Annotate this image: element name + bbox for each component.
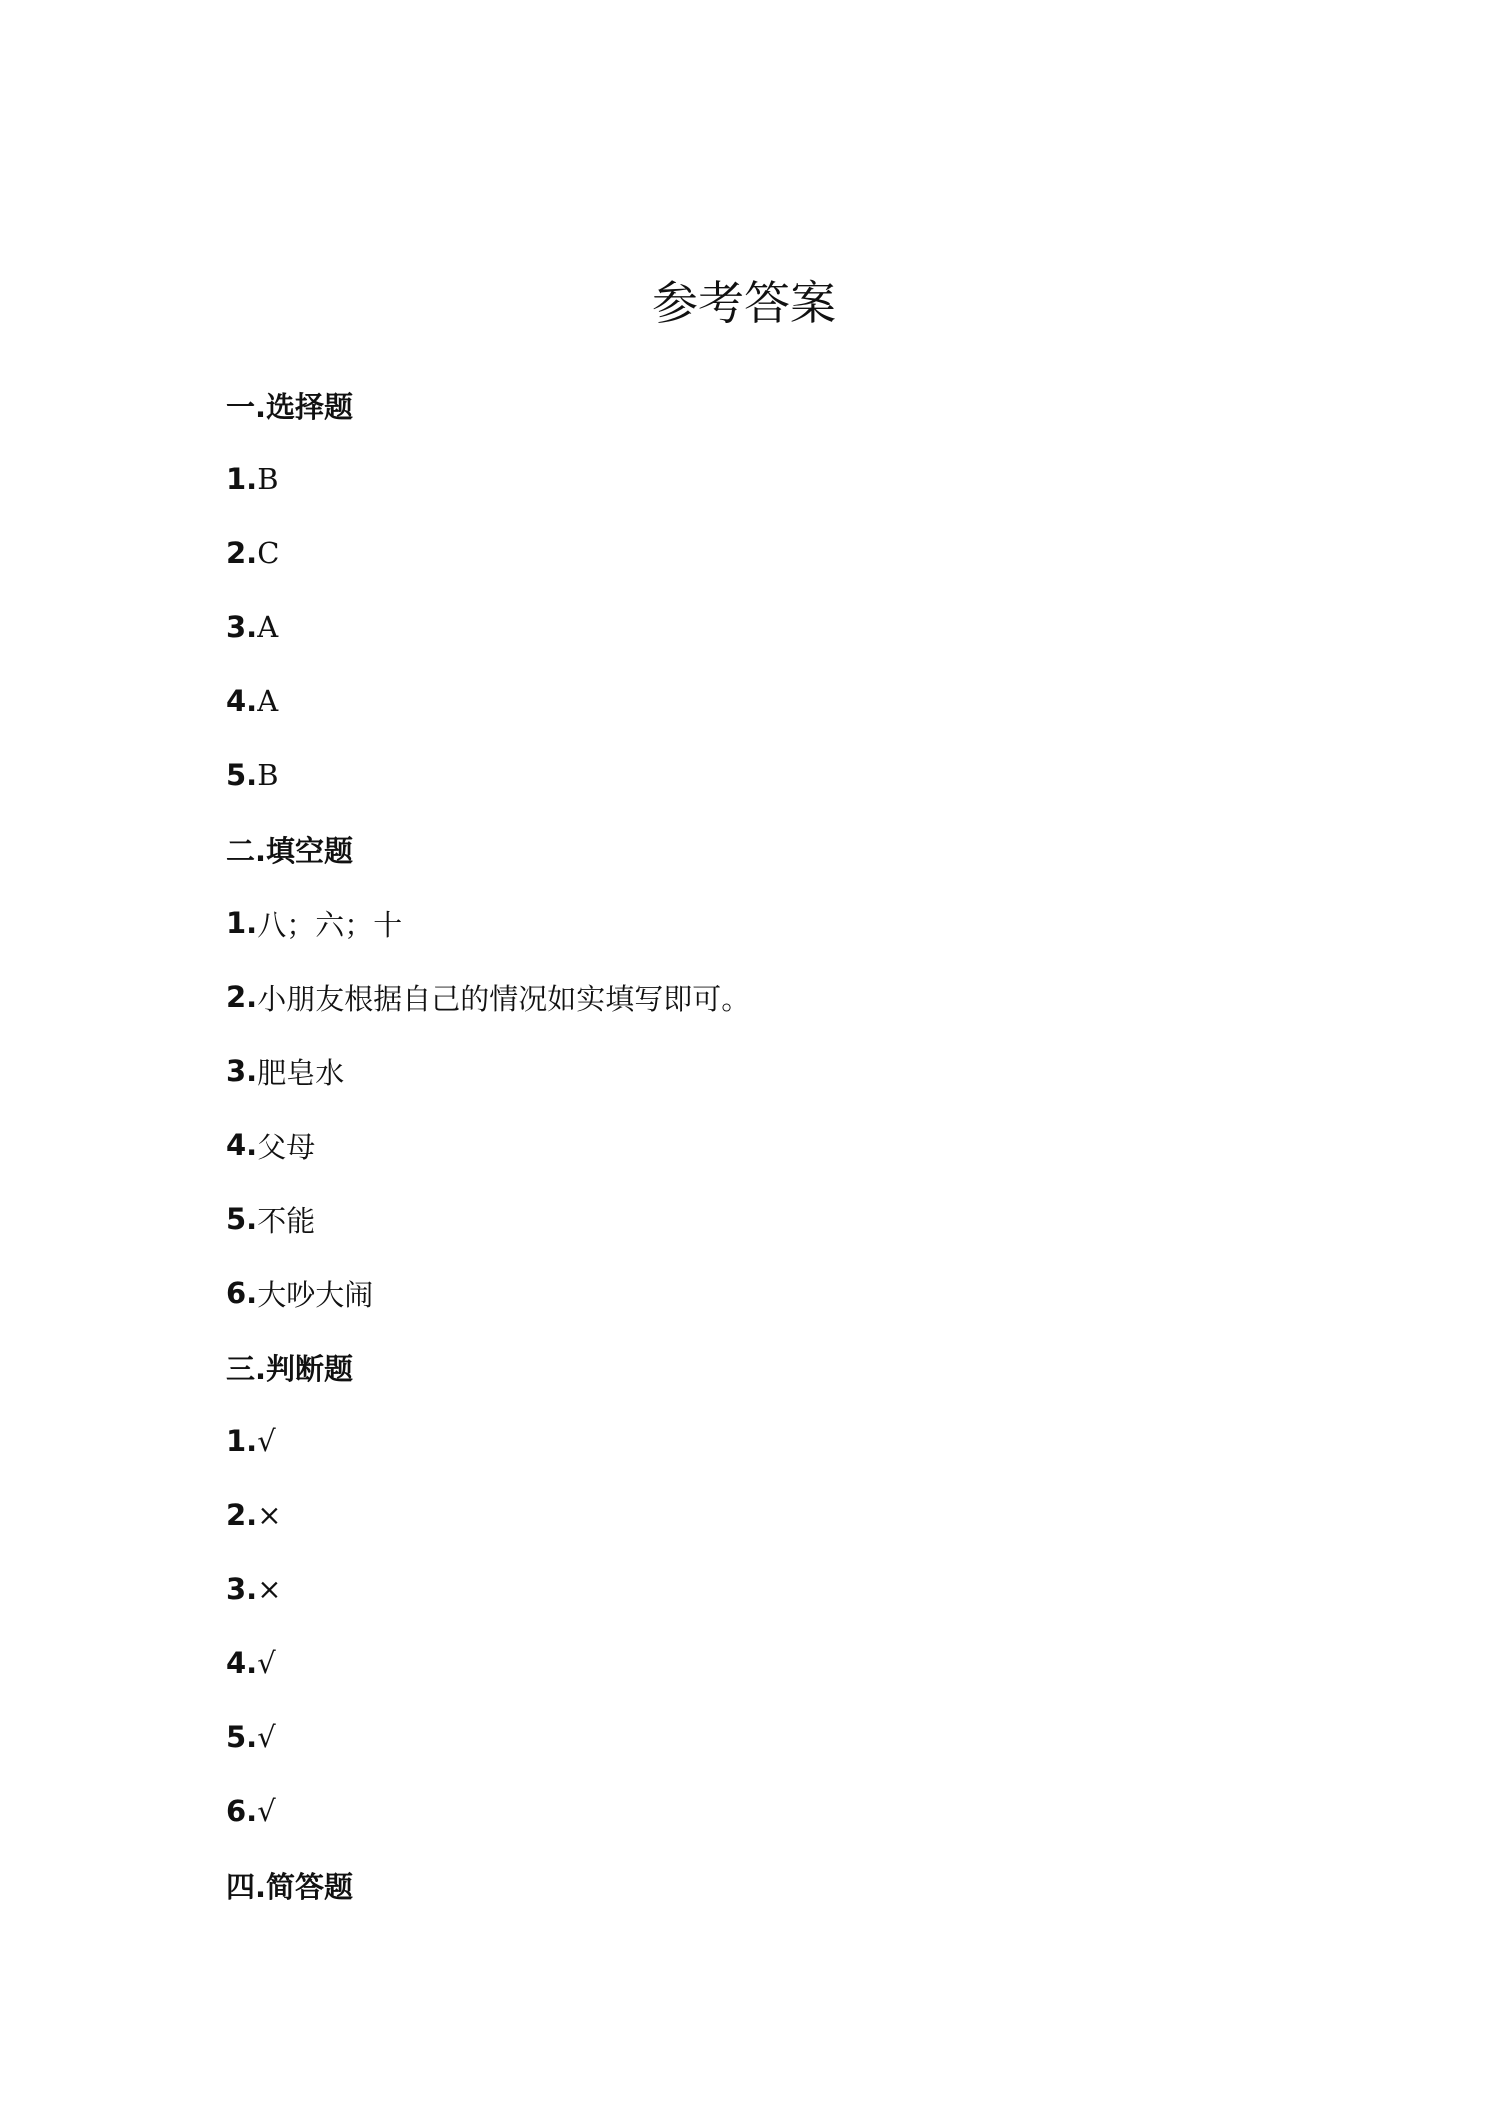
answer-item (226, 1108, 1326, 1182)
answer-number: 6. (226, 1794, 258, 1828)
answer-text: 父母 (257, 1129, 316, 1164)
answer-item (226, 1404, 1326, 1478)
answer-text: √ (257, 1794, 276, 1828)
answer-item (226, 960, 1326, 1034)
section-heading-fill-blank: 二.填空题 (226, 833, 354, 868)
answer-item (226, 1478, 1326, 1552)
page-title: 参考答案 (652, 276, 836, 330)
answer-number: 3. (226, 1054, 258, 1088)
answer-number: 5. (226, 1720, 258, 1754)
answer-text: √ (257, 1646, 276, 1680)
answer-item (226, 1256, 1326, 1330)
answer-number: 2. (226, 1498, 258, 1532)
answer-number: 4. (226, 1128, 258, 1162)
answer-item (226, 1700, 1326, 1774)
answer-item (226, 1774, 1326, 1848)
answer-item (226, 442, 1326, 516)
answer-text: 大吵大闹 (257, 1277, 374, 1312)
answer-item (226, 1034, 1326, 1108)
answer-item (226, 1552, 1326, 1626)
answer-number: 2. (226, 980, 258, 1014)
answer-number: 3. (226, 1572, 258, 1606)
answer-text: B (257, 462, 279, 496)
answer-item (226, 590, 1326, 664)
answer-number: 1. (226, 1424, 258, 1458)
answer-number: 2. (226, 536, 258, 570)
answer-text: A (257, 684, 279, 718)
answer-number: 1. (226, 906, 258, 940)
answer-text: 肥皂水 (257, 1055, 345, 1090)
answer-number: 5. (226, 758, 258, 792)
answer-number: 4. (226, 684, 258, 718)
answer-text: × (257, 1572, 282, 1606)
answer-item (226, 738, 1326, 812)
answer-text: × (257, 1498, 282, 1532)
answer-text: C (257, 536, 280, 570)
answer-number: 5. (226, 1202, 258, 1236)
answer-number: 4. (226, 1646, 258, 1680)
answer-item (226, 1626, 1326, 1700)
section-heading-true-false: 三.判断题 (226, 1351, 354, 1386)
answer-number: 1. (226, 462, 258, 496)
answer-text: √ (257, 1424, 276, 1458)
answer-item (226, 664, 1326, 738)
answer-text: 不能 (257, 1203, 316, 1238)
answer-text: 八；六；十 (257, 907, 403, 942)
answer-text: B (257, 758, 279, 792)
answer-number: 3. (226, 610, 258, 644)
answer-item (226, 1182, 1326, 1256)
answer-text: A (257, 610, 279, 644)
answer-item (226, 886, 1326, 960)
answer-number: 6. (226, 1276, 258, 1310)
section-heading-short-answer: 四.简答题 (226, 1869, 354, 1904)
answer-item (226, 516, 1326, 590)
answer-text: 小朋友根据自己的情况如实填写即可。 (257, 981, 751, 1016)
section-heading-choice: 一.选择题 (226, 389, 354, 424)
answer-text: √ (257, 1720, 276, 1754)
answer-content (226, 368, 1326, 1922)
